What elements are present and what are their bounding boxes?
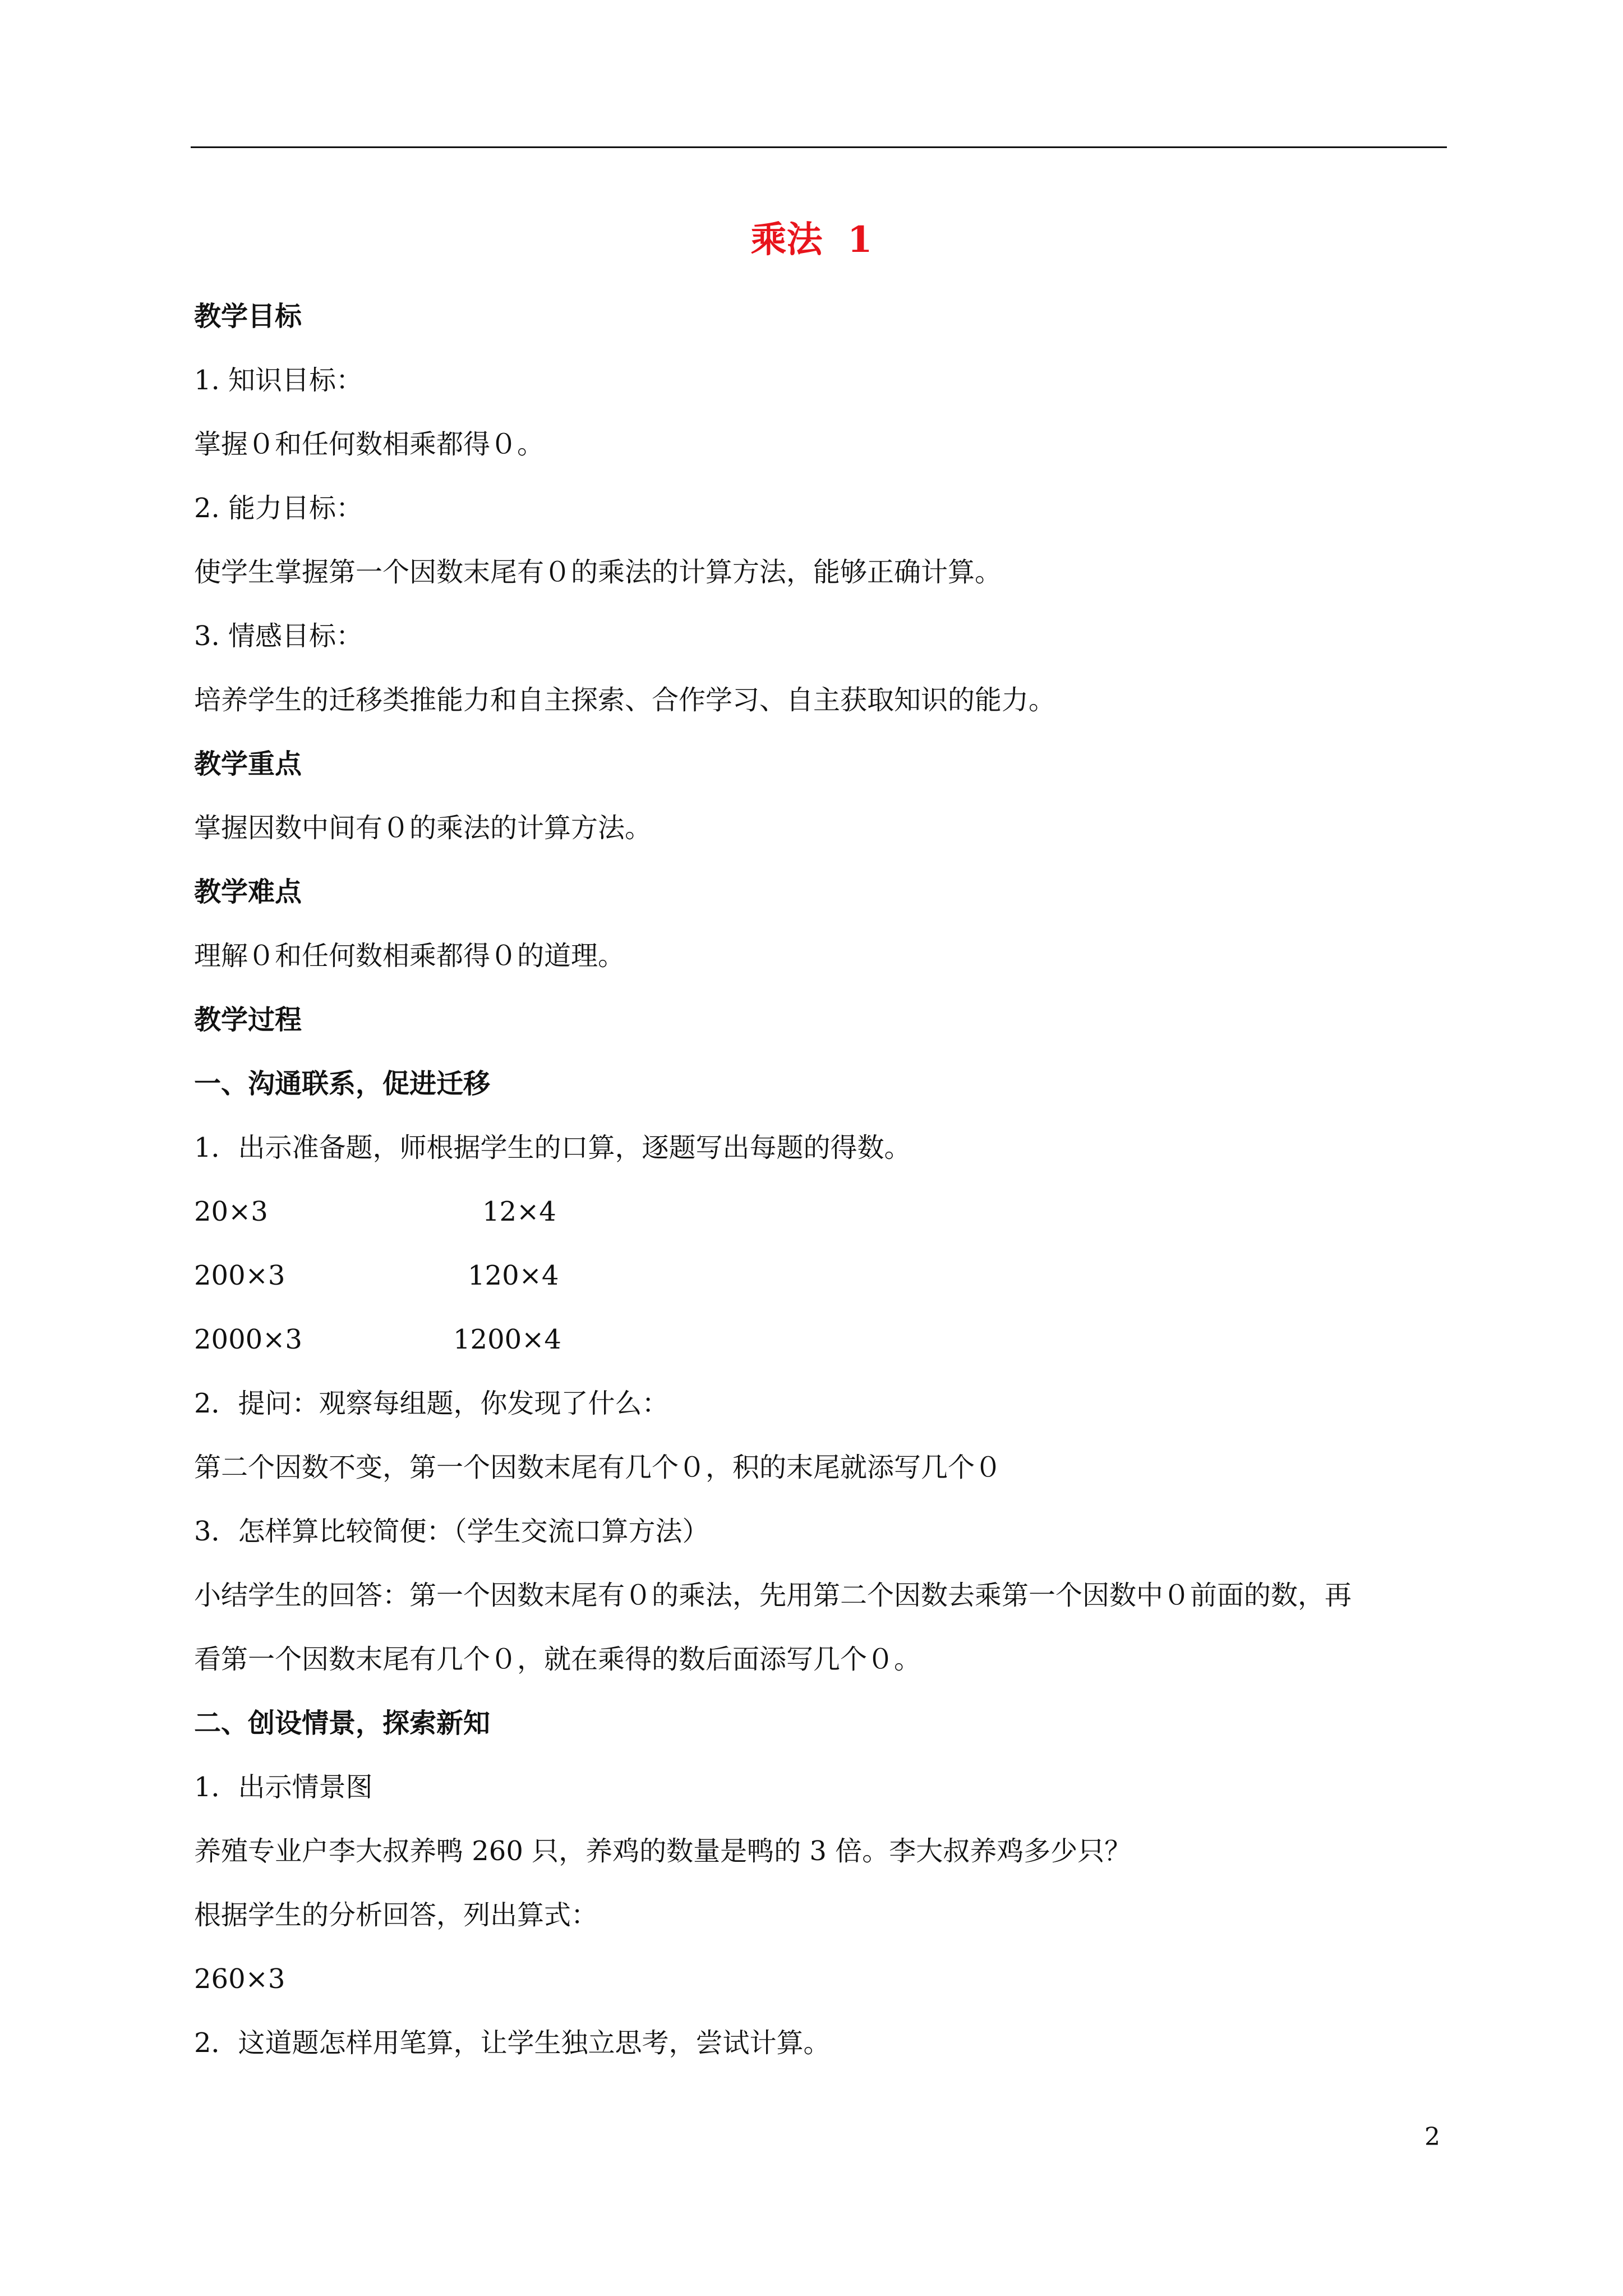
part2-formula: 260×3 [194, 1963, 285, 1995]
part2-problem: 养殖专业户李大叔养鸭 260 只，养鸡的数量是鸭的 3 倍。李大叔养鸡多少只？ [194, 1835, 1132, 1867]
part2-analysis: 根据学生的分析回答，列出算式： [194, 1899, 598, 1931]
goals-heading: 教学目标 [194, 301, 302, 332]
goal2-text: 使学生掌握第一个因数末尾有０的乘法的计算方法，能够正确计算。 [194, 556, 1002, 588]
page-title: 乘法 1 [750, 219, 873, 261]
part1-item3: 3．怎样算比较简便：（学生交流口算方法） [194, 1516, 709, 1547]
part1-item1: 1．出示准备题，师根据学生的口算，逐题写出每题的得数。 [194, 1132, 911, 1163]
exercise-right: 120×4 [468, 1260, 559, 1291]
key-heading: 教学重点 [194, 748, 302, 780]
key-text: 掌握因数中间有０的乘法的计算方法。 [194, 812, 652, 844]
process-heading: 教学过程 [194, 1004, 302, 1036]
part1-item2: 2．提问：观察每组题，你发现了什么： [194, 1388, 669, 1419]
part2-heading: 二、创设情景，探索新知 [194, 1708, 491, 1739]
part1-item2-answer: 第二个因数不变，第一个因数末尾有几个０，积的末尾就添写几个０ [194, 1452, 1002, 1483]
part2-item1: 1．出示情景图 [194, 1772, 373, 1803]
exercise-left: 200×3 [194, 1260, 285, 1291]
goal2-label: 2. 能力目标： [194, 493, 363, 524]
difficulty-text: 理解０和任何数相乘都得０的道理。 [194, 940, 625, 972]
part1-summary-line1: 小结学生的回答：第一个因数末尾有０的乘法，先用第二个因数去乘第一个因数中０前面的数，再 [194, 1580, 1352, 1611]
page-number: 2 [1424, 2123, 1440, 2151]
part1-heading: 一、沟通联系，促进迁移 [194, 1068, 491, 1099]
part2-item2: 2．这道题怎样用笔算，让学生独立思考，尝试计算。 [194, 2027, 831, 2059]
part1-summary-line2: 看第一个因数末尾有几个０，就在乘得的数后面添写几个０。 [194, 1644, 921, 1675]
goal1-label: 1. 知识目标： [194, 365, 363, 396]
exercise-right: 1200×4 [453, 1324, 561, 1355]
exercise-left: 20×3 [194, 1196, 268, 1227]
goal3-text: 培养学生的迁移类推能力和自主探索、合作学习、自主获取知识的能力。 [194, 684, 1056, 716]
difficulty-heading: 教学难点 [194, 876, 302, 908]
exercise-right: 12×4 [482, 1196, 556, 1227]
goal3-label: 3. 情感目标： [194, 620, 363, 652]
header-rule [191, 146, 1447, 148]
exercise-left: 2000×3 [194, 1324, 302, 1355]
goal1-text: 掌握０和任何数相乘都得０。 [194, 429, 545, 460]
